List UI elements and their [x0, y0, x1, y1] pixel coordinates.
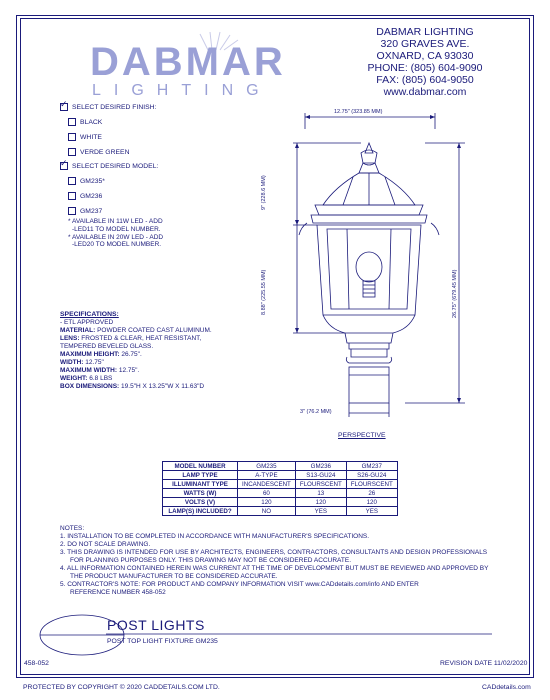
table-row	[163, 462, 398, 471]
checkbox-icon[interactable]	[68, 192, 76, 200]
model-selector	[60, 162, 158, 215]
dim-top-label: 9" (228.6 MM)	[261, 175, 267, 210]
finish-option-label: WHITE	[80, 133, 102, 141]
model-header-checkbox[interactable]	[60, 162, 68, 170]
spec-box-dimensions: BOX DIMENSIONS: 19.5"H X 13.25"W X 11.63"D	[60, 383, 205, 390]
logo-subword: LIGHTING	[92, 82, 272, 99]
dim-base-label: 3" (76.2 MM)	[300, 409, 332, 415]
table-cell: YES	[346, 507, 397, 516]
note-item-cont: REFERENCE NUMBER 458-052	[70, 589, 166, 596]
table-cell: YES	[295, 507, 346, 516]
spec-etl: - ETL APPROVED	[60, 319, 114, 326]
table-row	[163, 471, 398, 480]
spec-weight: WEIGHT: 6.8 LBS	[60, 375, 113, 382]
drawing-title: POST LIGHTS	[107, 617, 205, 633]
table-cell: 13	[295, 489, 346, 498]
checkbox-icon[interactable]	[68, 118, 76, 126]
model-option-gm235[interactable]	[68, 177, 158, 185]
table-cell: GM237	[346, 462, 397, 471]
table-cell: 60	[238, 489, 296, 498]
model-option-label: GM236	[80, 192, 103, 200]
dim-overall-label: 26.75" (679.45 MM)	[452, 269, 458, 318]
note-item: 5. CONTRACTOR'S NOTE: FOR PRODUCT AND COMPANY INFORMATION VISIT www.CADdetails.com/info AND ENTER	[60, 581, 419, 588]
finish-header	[60, 103, 156, 111]
company-info	[345, 26, 505, 98]
drawing-subtitle: POST TOP LIGHT FIXTURE GM235	[107, 638, 218, 645]
finish-option-label: BLACK	[80, 118, 103, 126]
led-note-line: -LED20 TO MODEL NUMBER.	[72, 241, 162, 249]
company-phone: PHONE: (805) 604-9090	[367, 62, 483, 74]
post-light-drawing	[265, 105, 515, 425]
checkbox-icon[interactable]	[68, 133, 76, 141]
specs-title: SPECIFICATIONS:	[60, 311, 119, 318]
copyright-notice: PROTECTED BY COPYRIGHT © 2020 CADDETAILS.COM LTD.	[23, 684, 220, 691]
table-row	[163, 480, 398, 489]
finish-option-black[interactable]	[68, 118, 156, 126]
checkbox-icon[interactable]	[68, 148, 76, 156]
led-note-line: -LED11 TO MODEL NUMBER.	[72, 225, 161, 233]
table-cell: INCANDESCENT	[238, 480, 296, 489]
revision-date: REVISION DATE 11/02/2020	[440, 660, 528, 667]
checkbox-icon[interactable]	[68, 177, 76, 185]
model-header	[60, 162, 158, 170]
specifications	[60, 311, 260, 391]
table-row	[163, 498, 398, 507]
company-fax: FAX: (805) 604-9050	[376, 74, 474, 86]
table-cell: S13-GU24	[295, 471, 346, 480]
spec-max-height: MAXIMUM HEIGHT: 26.75".	[60, 351, 142, 358]
company-address-line1: 320 GRAVES AVE.	[380, 38, 470, 50]
table-cell: GM236	[295, 462, 346, 471]
table-row-header: LAMP(S) INCLUDED?	[163, 507, 238, 516]
company-website[interactable]: www.dabmar.com	[383, 86, 467, 98]
table-row-header: ILLUMINANT TYPE	[163, 480, 238, 489]
logo-wordmark: DABMAR	[90, 40, 286, 84]
finish-header-label: SELECT DESIRED FINISH:	[72, 103, 157, 111]
led-note-line: * AVAILABLE IN 20W LED - ADD	[68, 233, 164, 241]
table-cell: S26-GU24	[346, 471, 397, 480]
table-cell: FLOURSCENT	[295, 480, 346, 489]
table-row-header: MODEL NUMBER	[163, 462, 238, 471]
model-option-label: GM235*	[80, 177, 105, 185]
note-item: 3. THIS DRAWING IS INTENDED FOR USE BY ARCHITECTS, ENGINEERS, CONTRACTORS, CONSULTANTS AND DESIGN PROFESSIONALS	[60, 549, 488, 556]
spec-lens: LENS: FROSTED & CLEAR, HEAT RESISTANT,	[60, 335, 202, 342]
table-cell: 120	[238, 498, 296, 507]
spec-max-width: MAXIMUM WIDTH: 12.75".	[60, 367, 140, 374]
dim-body-label: 8.88" (225.55 MM)	[261, 269, 267, 315]
spec-material: MATERIAL: POWDER COATED CAST ALUMINUM.	[60, 327, 212, 334]
model-spec-table	[162, 461, 398, 516]
spec-lens-cont: TEMPERED BEVELED GLASS.	[60, 343, 154, 350]
table-cell: 120	[346, 498, 397, 507]
table-cell: 120	[295, 498, 346, 507]
checkbox-icon[interactable]	[68, 207, 76, 215]
finish-option-verde-green[interactable]	[68, 148, 156, 156]
table-cell: 26	[346, 489, 397, 498]
dim-width-label: 12.75" (323.85 MM)	[334, 109, 383, 115]
perspective-label: PERSPECTIVE	[338, 432, 386, 439]
model-option-gm236[interactable]	[68, 192, 158, 200]
notes-title: NOTES:	[60, 525, 85, 532]
table-row-header: VOLTS (V)	[163, 498, 238, 507]
table-cell: NO	[238, 507, 296, 516]
note-item: 2. DO NOT SCALE DRAWING.	[60, 541, 151, 548]
caddetails-link[interactable]: CADdetails.com	[482, 684, 531, 691]
led-note-line: * AVAILABLE IN 11W LED - ADD	[68, 218, 163, 225]
note-item-cont: FOR PLANNING PURPOSES ONLY. THIS DRAWING MAY NOT BE CONSIDERED ACCURATE.	[70, 557, 351, 564]
finish-option-white[interactable]	[68, 133, 156, 141]
led-notes	[68, 218, 163, 249]
model-option-gm237[interactable]	[68, 207, 158, 215]
finish-header-checkbox[interactable]	[60, 103, 68, 111]
table-cell: FLOURSCENT	[346, 480, 397, 489]
company-address-line2: OXNARD, CA 93030	[376, 50, 474, 62]
notes-section	[60, 525, 500, 597]
table-row	[163, 507, 398, 516]
finish-selector	[60, 103, 156, 156]
model-option-label: GM237	[80, 207, 103, 215]
table-row-header: WATTS (W)	[163, 489, 238, 498]
reference-number: 458-052	[24, 660, 49, 667]
table-cell: A-TYPE	[238, 471, 296, 480]
dabmar-logo	[88, 28, 288, 99]
note-item-cont: THE PRODUCT MANUFACTURER TO BE CONSIDERED ACCURATE.	[70, 573, 278, 580]
spec-width: WIDTH: 12.75"	[60, 359, 104, 366]
table-cell: GM235	[238, 462, 296, 471]
company-name: DABMAR LIGHTING	[376, 26, 474, 38]
model-header-label: SELECT DESIRED MODEL:	[72, 162, 159, 170]
note-item: 1. INSTALLATION TO BE COMPLETED IN ACCORDANCE WITH MANUFACTURER'S SPECIFICATIONS.	[60, 533, 370, 540]
title-block-lines	[20, 610, 530, 660]
note-item: 4. ALL INFORMATION CONTAINED HEREIN WAS CURRENT AT THE TIME OF DEVELOPMENT BUT MUST BE REVIEWED AND APPROVED BY	[60, 565, 489, 572]
finish-option-label: VERDE GREEN	[80, 148, 130, 156]
table-row	[163, 489, 398, 498]
table-row-header: LAMP TYPE	[163, 471, 238, 480]
